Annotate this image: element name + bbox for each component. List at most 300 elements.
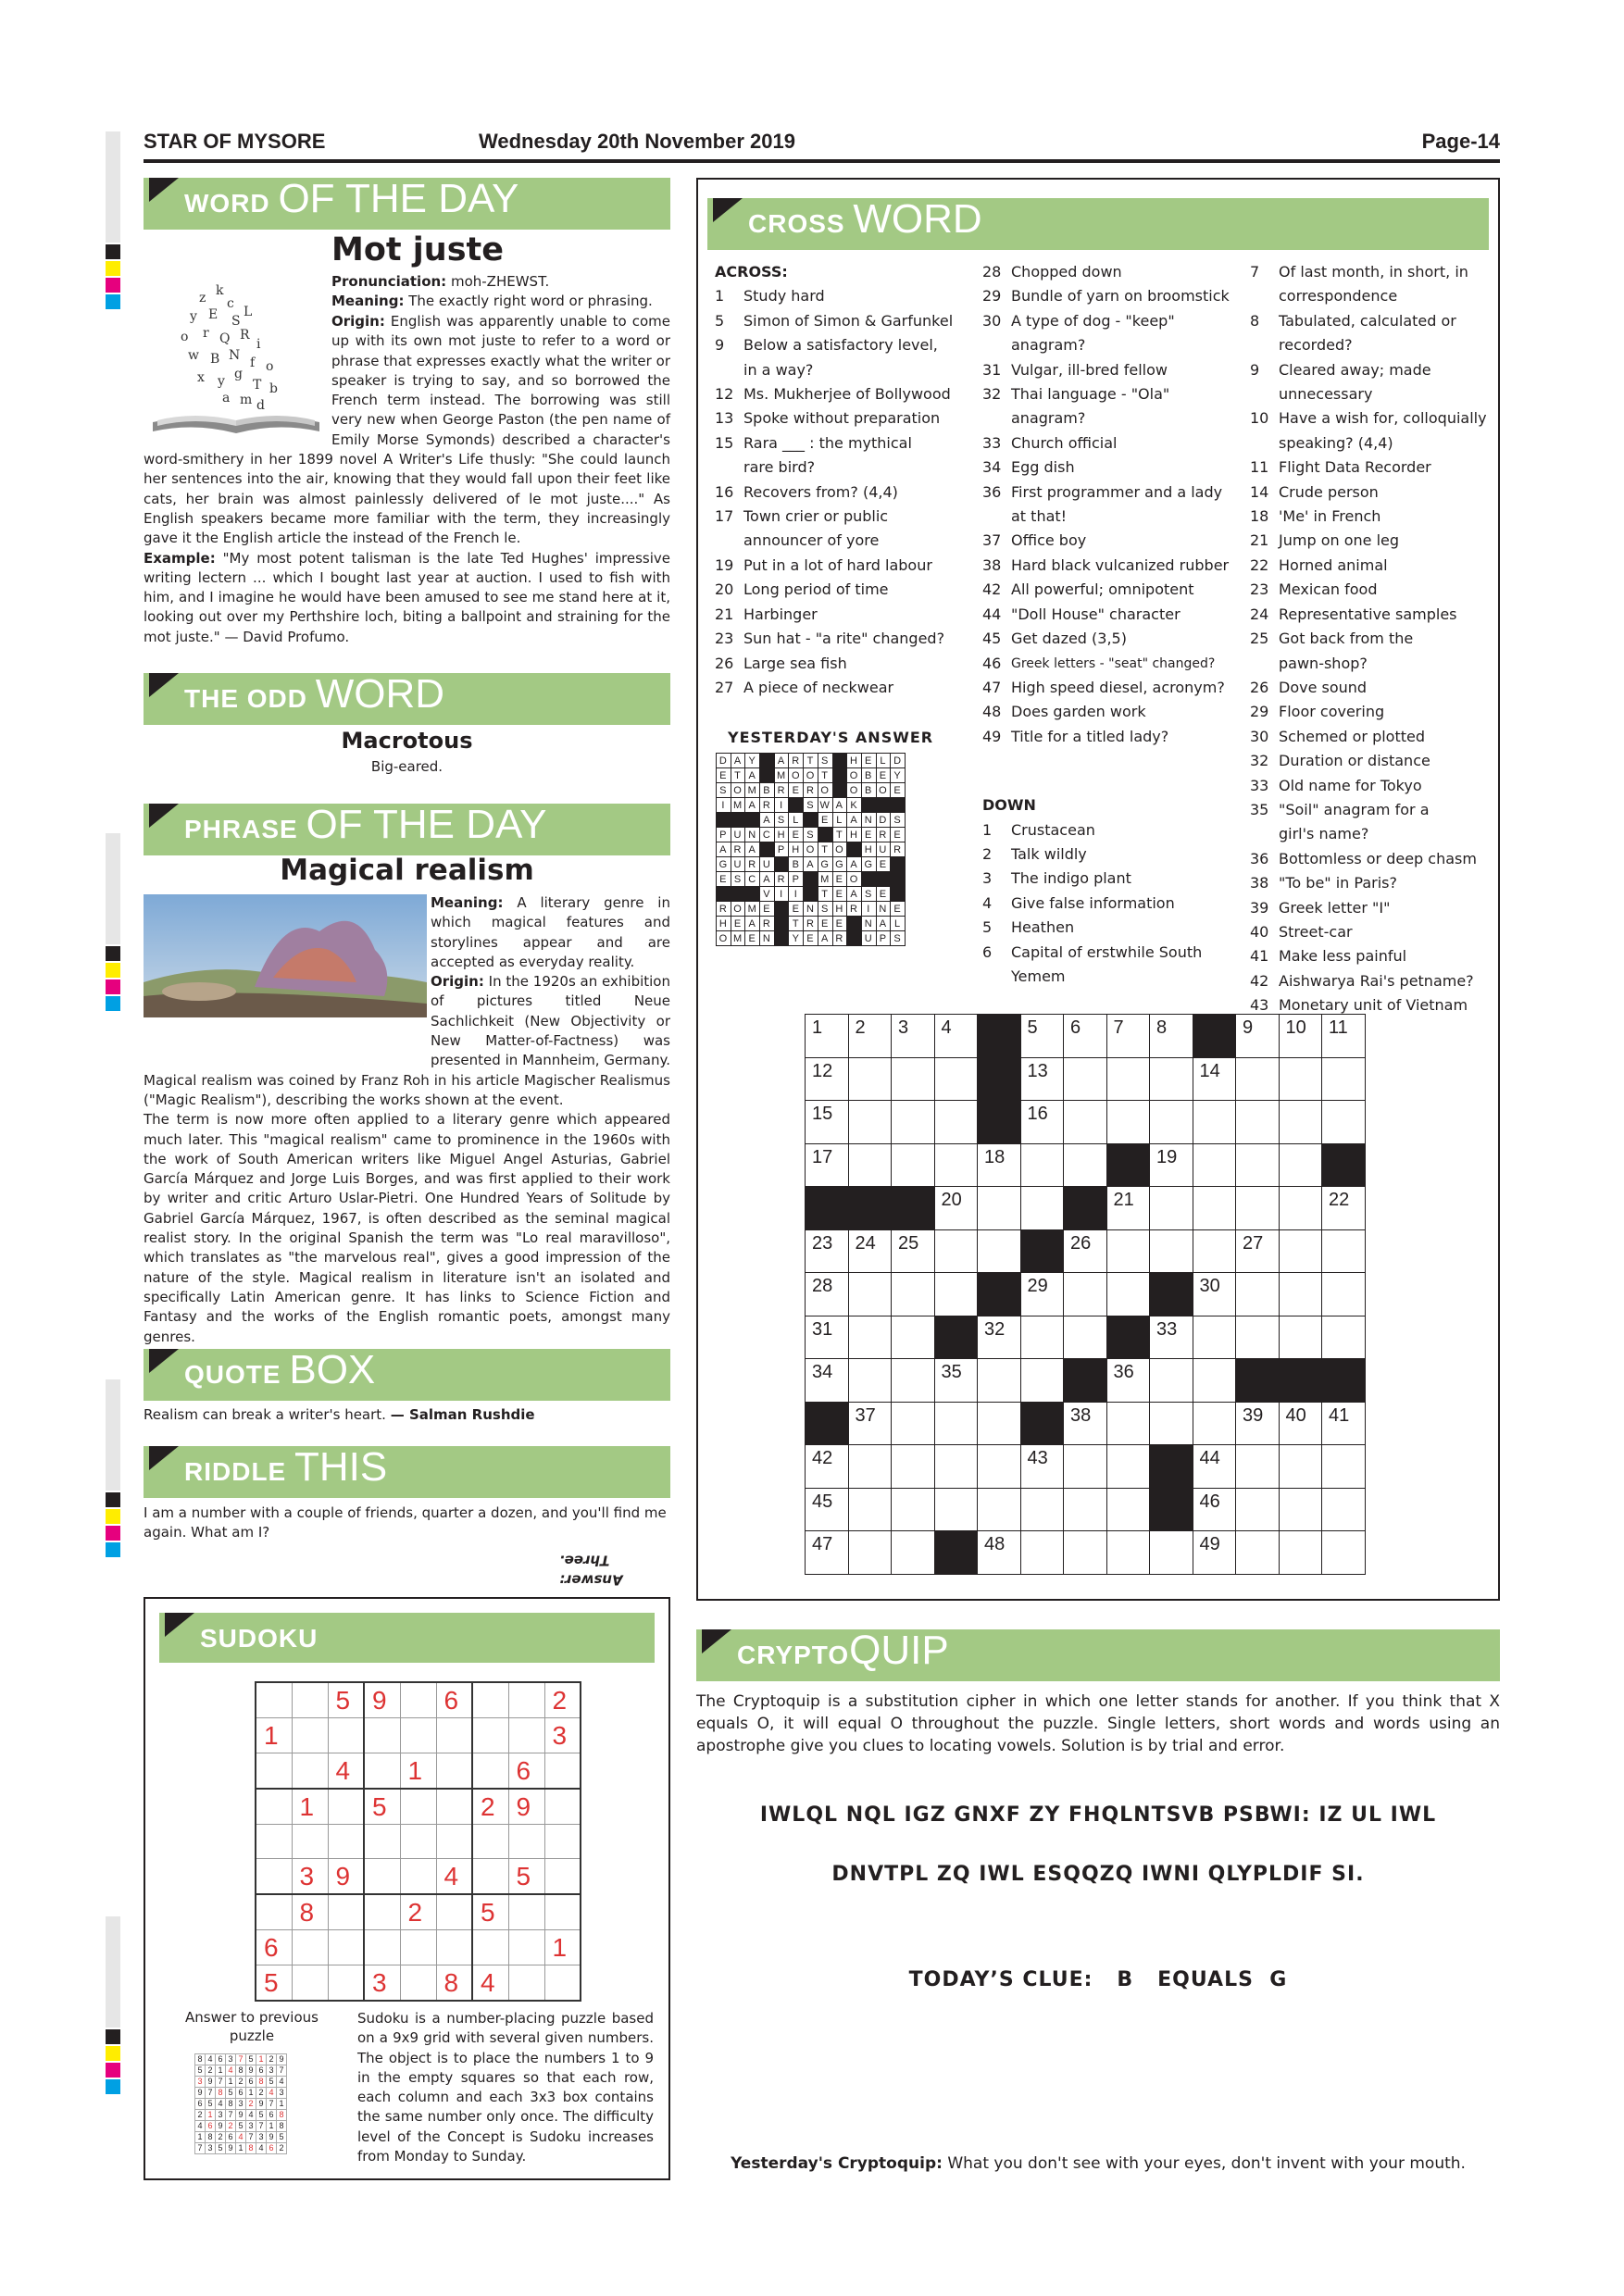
crossword-cell[interactable]: [978, 1316, 1021, 1359]
quote-banner: [144, 1349, 670, 1401]
crossword-cell[interactable]: [1279, 1488, 1322, 1531]
sudoku-cell[interactable]: 1: [400, 1753, 436, 1790]
sudoku-description: Sudoku is a number-placing puzzle based on a 9x9 grid with several given numbers. The object is to place the numbers 1 to 9 in the empty squares so that each row, each column and each 3x3 box contains the same number only once. The difficulty level of the Concept is Sudoku increases from Monday to Sunday.: [357, 2010, 654, 2165]
sudoku-cell[interactable]: [436, 1825, 472, 1859]
sudoku-cell[interactable]: [256, 1753, 292, 1790]
clue-number: 38: [1250, 874, 1269, 892]
crossword-cell[interactable]: [1236, 1057, 1280, 1101]
crossword-cell[interactable]: [806, 1015, 849, 1058]
crossword-cell[interactable]: [934, 1445, 978, 1489]
sudoku-cell[interactable]: [256, 1894, 292, 1930]
crossword-cell[interactable]: [1279, 1057, 1322, 1101]
crossword-cell[interactable]: [1064, 1229, 1107, 1273]
sudoku-cell[interactable]: [508, 1965, 544, 2002]
svg-text:E: E: [208, 307, 219, 322]
crossword-cell[interactable]: [1193, 1359, 1236, 1403]
crossword-cell[interactable]: [934, 1402, 978, 1445]
crossword-cell[interactable]: [1322, 1229, 1366, 1273]
answer-cell: E: [861, 754, 876, 768]
crossword-cell[interactable]: [978, 1445, 1021, 1489]
crossword-cell[interactable]: [1279, 1101, 1322, 1144]
crossword-cell[interactable]: [892, 1488, 935, 1531]
crossword-cell[interactable]: [1106, 1101, 1150, 1144]
crossword-cell[interactable]: [806, 1229, 849, 1273]
crossword-cell[interactable]: [848, 1015, 892, 1058]
crossword-cell[interactable]: [1236, 1273, 1280, 1316]
crossword-cell[interactable]: [1106, 1402, 1150, 1445]
sudoku-cell[interactable]: [328, 1894, 364, 1930]
crossword-cell[interactable]: [934, 1359, 978, 1403]
crossword-cell[interactable]: [1150, 1359, 1193, 1403]
sudoku-cell[interactable]: 3: [292, 1859, 328, 1895]
sudoku-cell[interactable]: 5: [508, 1859, 544, 1895]
crossword-cell[interactable]: [1193, 1488, 1236, 1531]
cell-number: 33: [1156, 1318, 1178, 1340]
sudoku-cell[interactable]: 8: [292, 1894, 328, 1930]
crossword-cell[interactable]: [1193, 1143, 1236, 1187]
clue-number: 40: [1250, 922, 1269, 941]
crossword-cell[interactable]: [1193, 1273, 1236, 1316]
crossword-cell[interactable]: [1106, 1531, 1150, 1575]
crossword-cell[interactable]: [1193, 1229, 1236, 1273]
crossword-cell[interactable]: [1193, 1316, 1236, 1359]
crossword-cell[interactable]: [848, 1057, 892, 1101]
sudoku-cell[interactable]: 9: [508, 1789, 544, 1825]
cell-number: 44: [1199, 1448, 1220, 1468]
crossword-cell[interactable]: [1020, 1015, 1064, 1058]
sudoku-cell[interactable]: 3: [544, 1718, 581, 1753]
cell-number: 49: [1199, 1534, 1220, 1554]
crossword-cell[interactable]: [1020, 1531, 1064, 1575]
crossword-cell[interactable]: [1279, 1402, 1322, 1445]
banner-label: SUDOKU: [200, 1624, 319, 1653]
sudoku-cell[interactable]: 8: [436, 1965, 472, 2002]
crossword-cell[interactable]: [1236, 1316, 1280, 1359]
sudoku-cell[interactable]: [292, 1825, 328, 1859]
sudoku-cell[interactable]: 5: [364, 1789, 400, 1825]
crossword-cell[interactable]: [1236, 1402, 1280, 1445]
crossword-cell[interactable]: [1064, 1101, 1107, 1144]
crossword-cell[interactable]: [892, 1057, 935, 1101]
sudoku-cell[interactable]: 4: [328, 1753, 364, 1790]
clue-row: [1250, 578, 1493, 602]
crossword-cell[interactable]: [1193, 1402, 1236, 1445]
sudoku-cell[interactable]: 5: [472, 1894, 508, 1930]
crossword-cell[interactable]: [1106, 1488, 1150, 1531]
crossword-cell[interactable]: [1020, 1143, 1064, 1187]
crossword-cell[interactable]: [1064, 1143, 1107, 1187]
cell-number: 8: [1156, 1017, 1168, 1038]
sudoku-cell[interactable]: [364, 1825, 400, 1859]
crossword-cell[interactable]: [934, 1101, 978, 1144]
crossword-cell[interactable]: [848, 1445, 892, 1489]
clue-number: 22: [1250, 555, 1269, 574]
crossword-cell[interactable]: [1236, 1187, 1280, 1230]
crossword-cell[interactable]: [806, 1531, 849, 1575]
sudoku-answer-cell: 9: [256, 2099, 267, 2110]
crossword-cell[interactable]: [1106, 1229, 1150, 1273]
sudoku-cell[interactable]: [256, 1789, 292, 1825]
crossword-cell[interactable]: [1020, 1273, 1064, 1316]
sudoku-cell[interactable]: 1: [256, 1718, 292, 1753]
crossword-cell[interactable]: [1322, 1101, 1366, 1144]
crossword-cell[interactable]: [1236, 1531, 1280, 1575]
crossword-cell[interactable]: [892, 1273, 935, 1316]
crossword-block: [1150, 1273, 1193, 1316]
crossword-cell[interactable]: [1193, 1531, 1236, 1575]
crossword-cell[interactable]: [892, 1143, 935, 1187]
crossword-cell[interactable]: [892, 1359, 935, 1403]
crossword-cell[interactable]: [1193, 1057, 1236, 1101]
crossword-cell[interactable]: [848, 1101, 892, 1144]
crossword-cell[interactable]: [806, 1488, 849, 1531]
sudoku-answer-cell: 1: [216, 2065, 226, 2077]
sudoku-cell[interactable]: [472, 1859, 508, 1895]
crossword-cell[interactable]: [1150, 1316, 1193, 1359]
sudoku-cell[interactable]: [292, 1930, 328, 1965]
crossword-cell[interactable]: [848, 1143, 892, 1187]
crossword-cell[interactable]: [1020, 1187, 1064, 1230]
crossword-cell[interactable]: [806, 1359, 849, 1403]
answer-cell: A: [847, 813, 862, 828]
crossword-block: [1322, 1143, 1366, 1187]
crossword-cell[interactable]: [1279, 1445, 1322, 1489]
crossword-cell[interactable]: [1150, 1101, 1193, 1144]
crossword-cell[interactable]: [1020, 1488, 1064, 1531]
crossword-cell[interactable]: [1150, 1229, 1193, 1273]
clue-number: 31: [982, 360, 1002, 379]
answer-cell: U: [861, 931, 876, 946]
registration-mark: [106, 1509, 120, 1524]
sudoku-cell[interactable]: [256, 1825, 292, 1859]
clue-number: 42: [1250, 971, 1269, 990]
crossword-cell[interactable]: [1150, 1057, 1193, 1101]
crossword-cell[interactable]: [1322, 1273, 1366, 1316]
sudoku-answer-cell: 3: [226, 2054, 236, 2065]
clue-row: [1250, 676, 1493, 700]
sudoku-cell[interactable]: 5: [256, 1965, 292, 2002]
sudoku-cell[interactable]: [292, 1682, 328, 1718]
svg-text:S: S: [231, 314, 241, 329]
crossword-cell[interactable]: [1106, 1015, 1150, 1058]
sudoku-cell[interactable]: [328, 1930, 364, 1965]
clue-text: Cleared away; made unnecessary: [1279, 360, 1431, 404]
clue-number: 9: [715, 336, 725, 355]
clue-number: [1250, 822, 1279, 846]
crossword-cell[interactable]: [1064, 1015, 1107, 1058]
sudoku-cell[interactable]: [508, 1718, 544, 1753]
crossword-cell[interactable]: [978, 1143, 1021, 1187]
answer-cell: S: [731, 872, 745, 887]
crossword-cell[interactable]: [1150, 1187, 1193, 1230]
crossword-cell[interactable]: [1150, 1143, 1193, 1187]
sudoku-cell[interactable]: 5: [328, 1682, 364, 1718]
crossword-cell[interactable]: [1322, 1402, 1366, 1445]
crossword-cell[interactable]: [978, 1359, 1021, 1403]
crossword-block: [934, 1531, 978, 1575]
sudoku-cell[interactable]: [436, 1894, 472, 1930]
answer-cell: B: [789, 857, 804, 872]
crossword-cell[interactable]: [848, 1359, 892, 1403]
crossword-cell[interactable]: [1106, 1057, 1150, 1101]
crossword-cell[interactable]: [1150, 1015, 1193, 1058]
crossword-cell[interactable]: [1064, 1057, 1107, 1101]
sudoku-answer-cell: 1: [226, 2077, 236, 2088]
sudoku-cell[interactable]: [328, 1789, 364, 1825]
clue-row: [1250, 529, 1493, 553]
crossword-cell[interactable]: [806, 1273, 849, 1316]
crossword-cell[interactable]: [1236, 1488, 1280, 1531]
crossword-cell[interactable]: [1322, 1057, 1366, 1101]
crossword-cell[interactable]: [1064, 1316, 1107, 1359]
answer-cell: M: [774, 768, 789, 783]
crossword-cell[interactable]: [806, 1101, 849, 1144]
sudoku-cell[interactable]: 2: [472, 1789, 508, 1825]
crossword-cell[interactable]: [1150, 1531, 1193, 1575]
sudoku-cell[interactable]: 4: [472, 1965, 508, 2002]
crossword-cell[interactable]: [848, 1402, 892, 1445]
crossword-cell[interactable]: [1064, 1273, 1107, 1316]
clue-number: 21: [1250, 531, 1269, 550]
sudoku-cell[interactable]: [292, 1965, 328, 2002]
sudoku-cell[interactable]: [364, 1930, 400, 1965]
crossword-cell[interactable]: [1064, 1402, 1107, 1445]
crossword-cell[interactable]: [1322, 1187, 1366, 1230]
crossword-cell[interactable]: [806, 1445, 849, 1489]
crossword-cell[interactable]: [1279, 1531, 1322, 1575]
phrase-body: [144, 893, 670, 1347]
crossword-cell[interactable]: [1322, 1316, 1366, 1359]
sudoku-cell[interactable]: 1: [544, 1930, 581, 1965]
crossword-block: [978, 1015, 1021, 1058]
crossword-cell[interactable]: [848, 1316, 892, 1359]
crossword-grid[interactable]: [805, 1014, 1366, 1575]
crossword-cell[interactable]: [934, 1143, 978, 1187]
crossword-cell[interactable]: [1064, 1488, 1107, 1531]
sudoku-cell[interactable]: [400, 1718, 436, 1753]
clue-row: [982, 505, 1232, 529]
sudoku-cell[interactable]: 2: [400, 1894, 436, 1930]
sudoku-cell[interactable]: 6: [508, 1753, 544, 1790]
crossword-cell[interactable]: [1193, 1445, 1236, 1489]
sudoku-cell[interactable]: [472, 1930, 508, 1965]
sudoku-cell[interactable]: [544, 1789, 581, 1825]
crossword-cell[interactable]: [892, 1402, 935, 1445]
crossword-cell[interactable]: [1150, 1402, 1193, 1445]
sudoku-cell[interactable]: [508, 1894, 544, 1930]
crossword-cell[interactable]: [1064, 1445, 1107, 1489]
sudoku-cell[interactable]: [328, 1825, 364, 1859]
sudoku-cell[interactable]: [472, 1718, 508, 1753]
crossword-cell[interactable]: [892, 1316, 935, 1359]
answer-cell: R: [760, 798, 775, 813]
crossword-cell[interactable]: [848, 1488, 892, 1531]
crossword-cell[interactable]: [1322, 1488, 1366, 1531]
sudoku-cell[interactable]: 4: [436, 1859, 472, 1895]
clue-number: 13: [715, 409, 734, 428]
sudoku-cell[interactable]: [508, 1930, 544, 1965]
sudoku-answer-cell: 8: [226, 2099, 236, 2110]
crossword-cell[interactable]: [1279, 1143, 1322, 1187]
answer-cell: A: [717, 842, 731, 857]
clue-number: 20: [715, 580, 734, 599]
clue-row: [715, 505, 967, 529]
sudoku-cell[interactable]: [436, 1930, 472, 1965]
crossword-cell[interactable]: [1279, 1187, 1322, 1230]
sudoku-cell[interactable]: [508, 1682, 544, 1718]
crossword-cell[interactable]: [978, 1229, 1021, 1273]
sudoku-answer-cell: 8: [246, 2143, 256, 2154]
crossword-cell[interactable]: [978, 1187, 1021, 1230]
sudoku-cell[interactable]: [328, 1965, 364, 2002]
sudoku-answer-cell: 8: [195, 2054, 206, 2065]
crossword-cell[interactable]: [934, 1273, 978, 1316]
sudoku-cell[interactable]: [328, 1718, 364, 1753]
sudoku-cell[interactable]: [436, 1789, 472, 1825]
clue-text: Does garden work: [1011, 703, 1146, 721]
sudoku-cell[interactable]: 3: [364, 1965, 400, 2002]
crossword-cell[interactable]: [892, 1101, 935, 1144]
crossword-cell[interactable]: [1193, 1187, 1236, 1230]
cell-number: 29: [1027, 1276, 1048, 1296]
answer-cell: O: [789, 768, 804, 783]
crossword-cell[interactable]: [1064, 1531, 1107, 1575]
crossword-cell[interactable]: [1020, 1359, 1064, 1403]
crossword-cell[interactable]: [1020, 1101, 1064, 1144]
sudoku-cell[interactable]: [400, 1682, 436, 1718]
crossword-cell[interactable]: [848, 1273, 892, 1316]
sudoku-cell[interactable]: [364, 1859, 400, 1895]
sudoku-cell[interactable]: [508, 1825, 544, 1859]
sudoku-cell[interactable]: [400, 1930, 436, 1965]
crossword-cell[interactable]: [934, 1057, 978, 1101]
crossword-cell[interactable]: [1322, 1445, 1366, 1489]
crossword-cell[interactable]: [1322, 1531, 1366, 1575]
answer-cell: T: [832, 828, 847, 842]
sudoku-cell[interactable]: [544, 1859, 581, 1895]
answer-cell: T: [818, 887, 832, 902]
crossword-cell[interactable]: [892, 1531, 935, 1575]
sudoku-cell[interactable]: [400, 1789, 436, 1825]
clue-row: [982, 603, 1232, 627]
clue-row: [982, 480, 1232, 505]
sudoku-cell[interactable]: [256, 1682, 292, 1718]
sudoku-cell[interactable]: [472, 1682, 508, 1718]
sudoku-cell[interactable]: 9: [364, 1682, 400, 1718]
cell-number: 40: [1285, 1404, 1306, 1426]
sudoku-cell[interactable]: [400, 1859, 436, 1895]
crossword-cell[interactable]: [1279, 1015, 1322, 1058]
crossword-cell[interactable]: [978, 1488, 1021, 1531]
sudoku-cell[interactable]: [364, 1718, 400, 1753]
crossword-cell[interactable]: [806, 1143, 849, 1187]
sudoku-cell[interactable]: [364, 1753, 400, 1790]
sudoku-cell[interactable]: 9: [328, 1859, 364, 1895]
crossword-cell[interactable]: [934, 1015, 978, 1058]
answer-cell: T: [818, 842, 832, 857]
crossword-cell[interactable]: [1236, 1229, 1280, 1273]
crossword-cell[interactable]: [892, 1445, 935, 1489]
sudoku-cell[interactable]: [292, 1753, 328, 1790]
crossword-cell[interactable]: [892, 1015, 935, 1058]
sudoku-cell[interactable]: [544, 1894, 581, 1930]
cell-number: 32: [984, 1318, 1006, 1340]
sudoku-cell[interactable]: [436, 1753, 472, 1790]
sudoku-cell[interactable]: [544, 1965, 581, 2002]
cell-number: 2: [855, 1017, 866, 1038]
crossword-cell[interactable]: [1020, 1316, 1064, 1359]
crossword-cell[interactable]: [1236, 1445, 1280, 1489]
crossword-cell[interactable]: [1236, 1015, 1280, 1058]
answer-block: [760, 754, 775, 768]
crossword-cell[interactable]: [1279, 1273, 1322, 1316]
sudoku-cell[interactable]: [400, 1965, 436, 2002]
sudoku-answer-cell: 7: [206, 2088, 216, 2099]
sudoku-grid[interactable]: [255, 1681, 581, 2002]
crossword-cell[interactable]: [1106, 1445, 1150, 1489]
clue-number: 23: [1250, 580, 1269, 599]
crossword-cell[interactable]: [978, 1402, 1021, 1445]
sudoku-answer-cell: 6: [267, 2110, 277, 2121]
crossword-cell[interactable]: [1279, 1316, 1322, 1359]
answer-cell: E: [789, 783, 804, 798]
sudoku-cell[interactable]: [364, 1894, 400, 1930]
sudoku-cell[interactable]: 6: [436, 1682, 472, 1718]
sudoku-cell[interactable]: [472, 1825, 508, 1859]
crossword-cell[interactable]: [1193, 1101, 1236, 1144]
crossword-cell[interactable]: [892, 1229, 935, 1273]
crossword-cell[interactable]: [934, 1488, 978, 1531]
crossword-cell[interactable]: [934, 1187, 978, 1230]
sudoku-cell[interactable]: 1: [292, 1789, 328, 1825]
sudoku-cell[interactable]: [256, 1859, 292, 1895]
label: Origin:: [331, 313, 385, 330]
sudoku-cell[interactable]: [544, 1753, 581, 1790]
crossword-cell[interactable]: [848, 1531, 892, 1575]
crossword-cell[interactable]: [1020, 1445, 1064, 1489]
sudoku-cell[interactable]: 6: [256, 1930, 292, 1965]
clue-number: 18: [1250, 507, 1269, 526]
cell-number: 7: [1113, 1017, 1124, 1038]
crossword-cell[interactable]: [978, 1531, 1021, 1575]
banner-label: PHRASE: [184, 815, 298, 843]
crossword-cell[interactable]: [1106, 1359, 1150, 1403]
crossword-cell[interactable]: [1279, 1229, 1322, 1273]
crossword-block: [1279, 1359, 1322, 1403]
crossword-cell[interactable]: [1236, 1143, 1280, 1187]
sudoku-cell[interactable]: [544, 1825, 581, 1859]
crossword-cell[interactable]: [1020, 1057, 1064, 1101]
crossword-cell[interactable]: [1106, 1273, 1150, 1316]
sudoku-cell[interactable]: [400, 1825, 436, 1859]
crossword-cell[interactable]: [1106, 1187, 1150, 1230]
answer-block: [717, 887, 731, 902]
sudoku-cell[interactable]: 2: [544, 1682, 581, 1718]
crossword-cell[interactable]: [934, 1229, 978, 1273]
crossword-cell[interactable]: [806, 1057, 849, 1101]
sudoku-cell[interactable]: [472, 1753, 508, 1790]
answer-cell: Y: [745, 754, 760, 768]
crossword-cell[interactable]: [1236, 1101, 1280, 1144]
sudoku-cell[interactable]: [436, 1718, 472, 1753]
answer-cell: H: [717, 917, 731, 931]
crossword-cell[interactable]: [1322, 1015, 1366, 1058]
sudoku-cell[interactable]: [292, 1718, 328, 1753]
crossword-cell[interactable]: [848, 1229, 892, 1273]
clue-number: 32: [1250, 752, 1269, 770]
crossword-cell[interactable]: [806, 1316, 849, 1359]
clue-text: Simon of Simon & Garfunkel: [743, 311, 954, 330]
